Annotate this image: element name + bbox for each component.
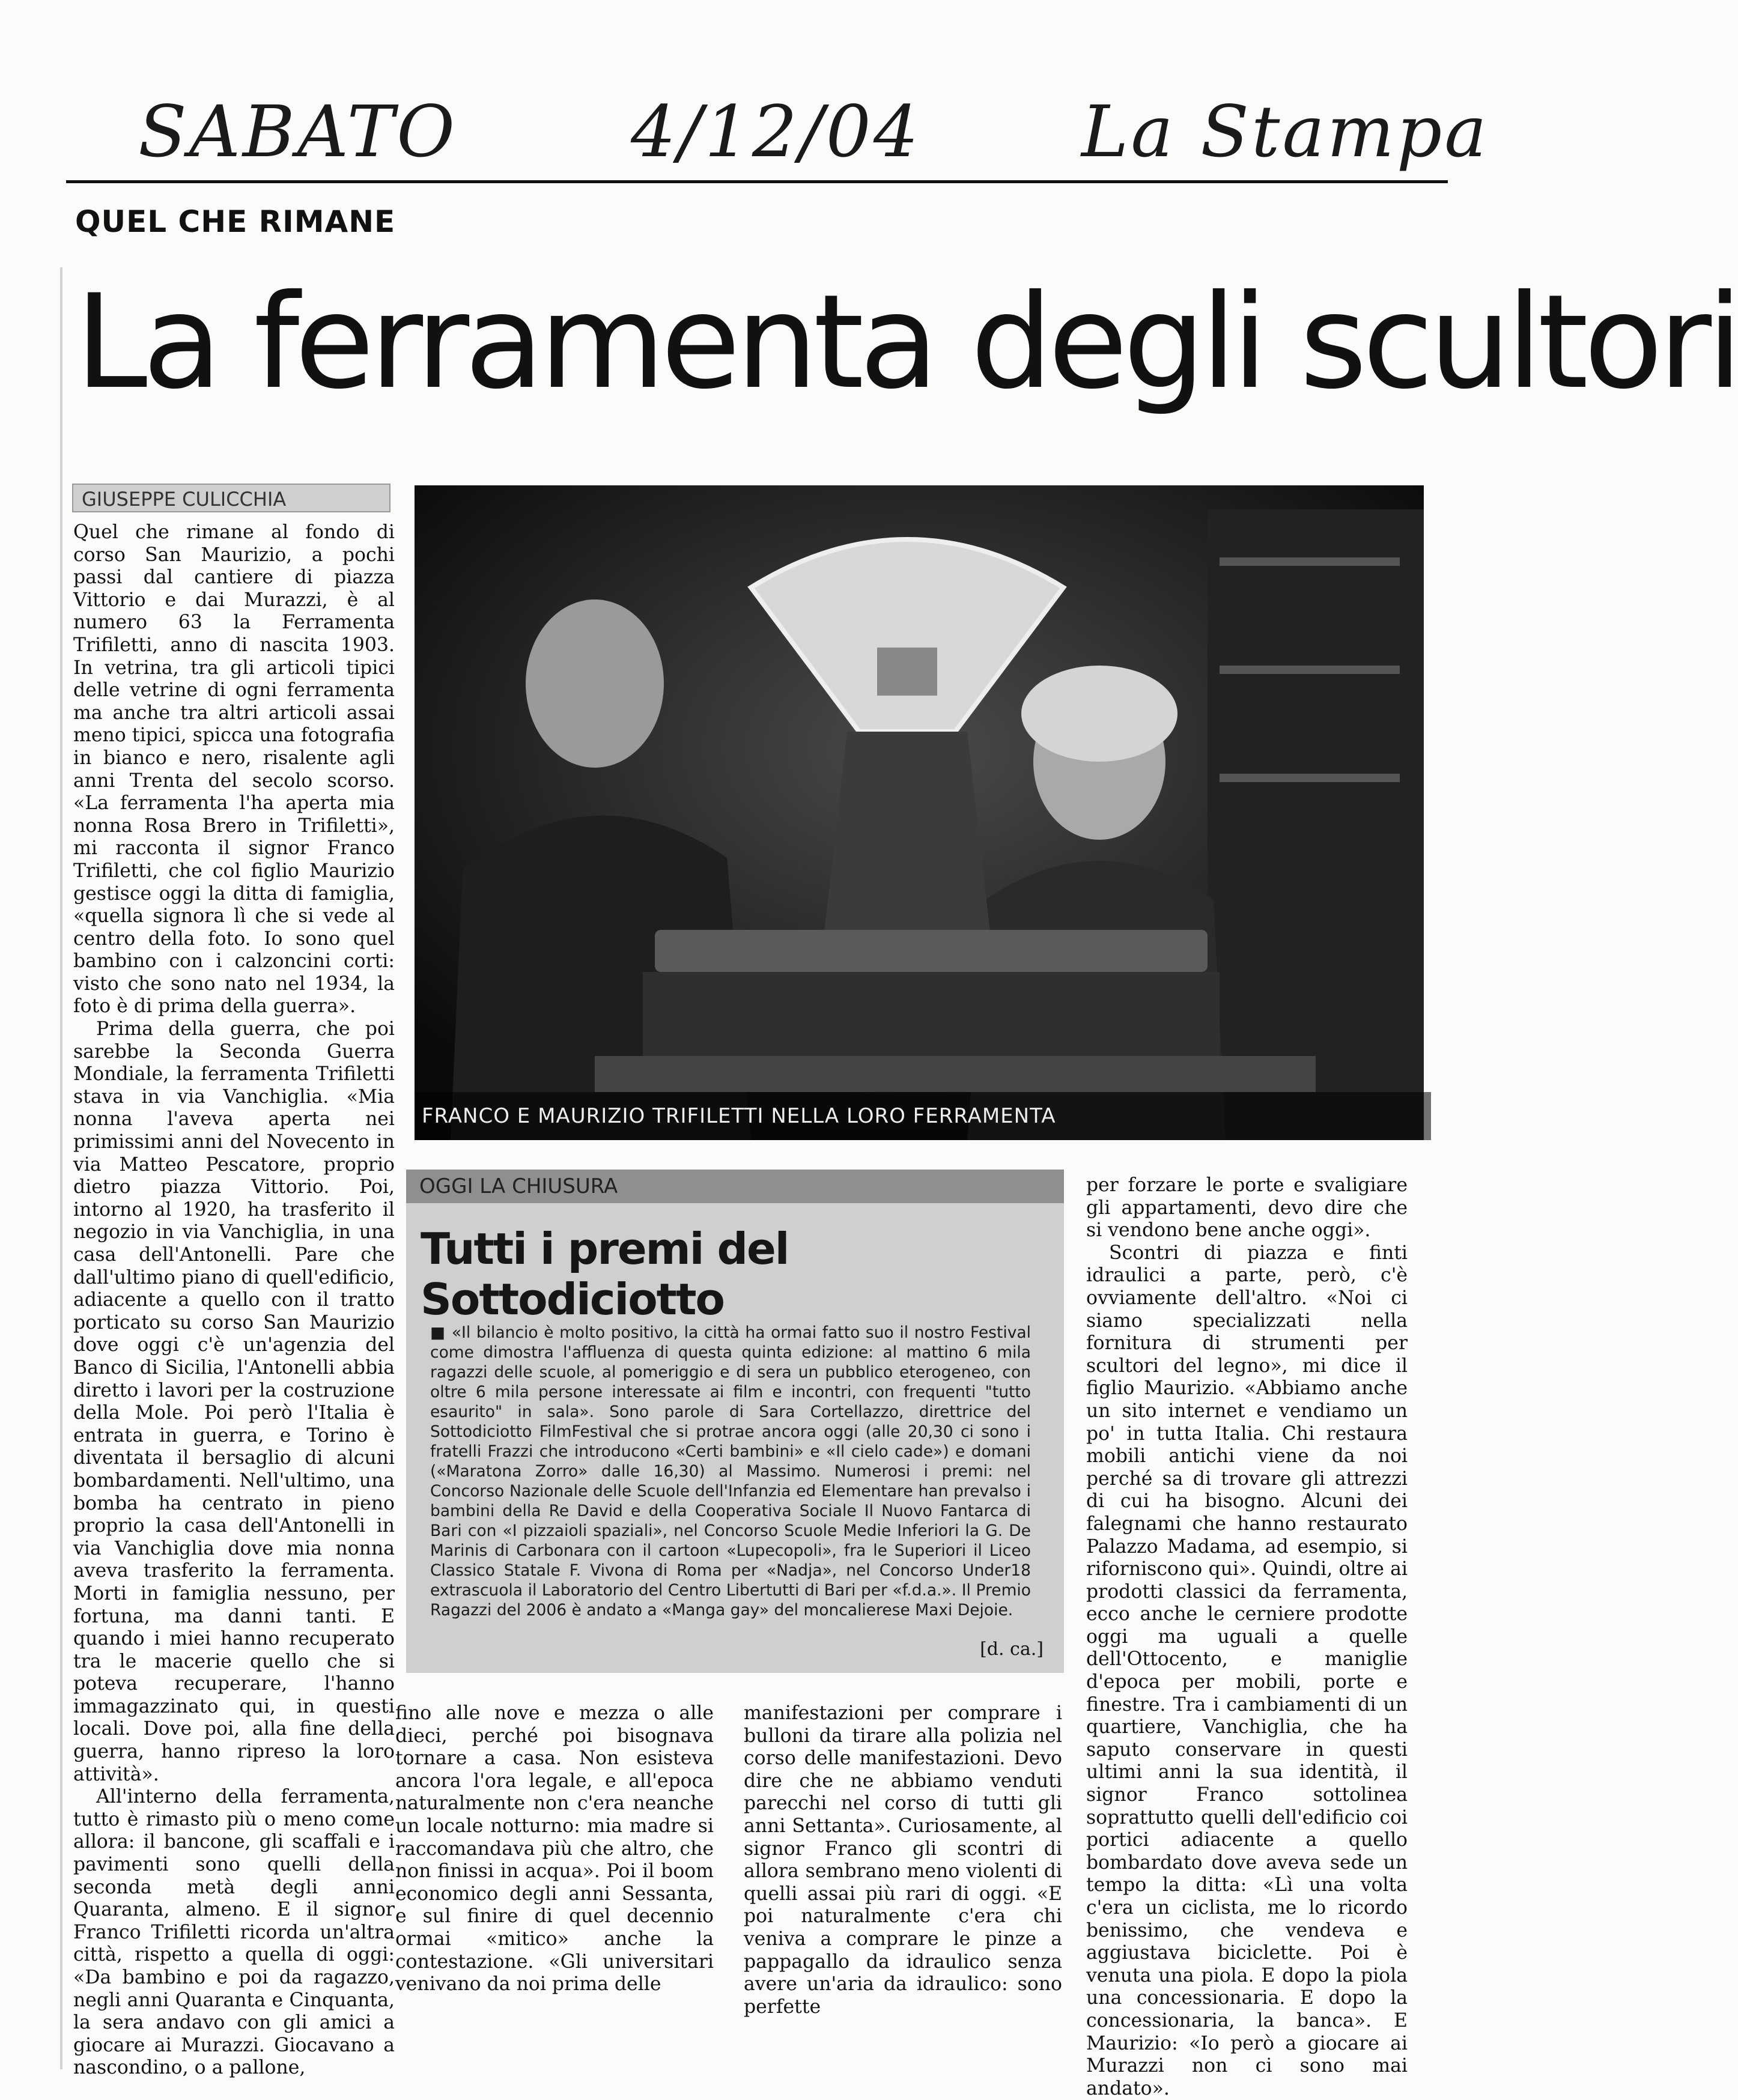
byline: GIUSEPPE CULICCHIA [72, 484, 390, 512]
article-column-3 [744, 1702, 1062, 2018]
photo-caption: FRANCO E MAURIZIO TRIFILETTI NELLA LORO FERRAMENTA [415, 1092, 1431, 1140]
header-rule [66, 180, 1448, 183]
paragraph: Quel che rimane al fondo di corso San Maurizio, a pochi passi dal cantiere di piazza Vittorio e dai Murazzi, è al numero 63 la Ferramenta Trifiletti, anno di nascita 1903. In vetrina, tra gli articoli tipici delle vetrine di ogni ferramenta ma anche tra altri articoli assai meno tipici, spicca una fotografia in bianco e nero, risalente agli anni Trenta del secolo scorso. «La ferramenta l'ha aperta mia nonna Rosa Brero in Trifiletti», mi racconta il signor Franco Trifiletti, che col figlio Maurizio gestisce oggi la ditta di famiglia, «quella signora lì che si vede al centro della foto. Io sono quel bambino con i calzoncini corti: visto che sono nato nel 1934, la foto è di prima della guerra». [73, 521, 395, 1018]
article-column-1 [73, 521, 395, 2080]
paragraph: per forzare le porte e svaligiare gli appartamenti, devo dire che si vendono bene anche oggi». [1086, 1174, 1408, 1242]
article-photo [415, 485, 1424, 1140]
handwritten-paper: La Stampa [1081, 90, 1489, 173]
sidebar-kicker: OGGI LA CHIUSURA [406, 1170, 1064, 1203]
photo-illustration [415, 485, 1424, 1140]
sidebar-text: ■ «Il bilancio è molto positivo, la città ha ormai fatto suo il nostro Festival come dimostra l'affluenza di questa quinta edizione: al mattino 6 mila ragazzi delle scuole, al pomeriggio e di sera un pubblico eterogeneo, con oltre 6 mila persone interessate ai film e incontri, con frequenti "tutto esaurito" in sala». Sono parole di Sara Cortellazzo, direttrice del Sottodiciotto FilmFestival che si protrae ancora oggi (alle 20,30 ci sono i fratelli Frazzi che introducono «Certi bambini» e «Il cielo cade») e domani («Maratona Zorro» dalle 16,30) al Massimo. Numerosi i premi: nel Concorso Nazionale delle Scuole dell'Infanzia ed Elementare han prevalso i bambini della Re David e della Cooperativa Sociale Il Nuovo Fantarca di Bari con «I pizzaioli spaziali», nel Concorso Scuole Medie Inferiori la G. De Marinis di Carbonara con il cartoon «Lupecopoli», fra le Superiori il Liceo Classico Statale F. Vivona di Roma per «Nadja», nel Concorso Under18 extrascuola il Laboratorio del Centro Libertutti di Bari per «f.d.a.». Il Premio Ragazzi del 2006 è andato a «Manga gay» del moncalierese Maxi Dejoie. [430, 1323, 1031, 1619]
article-column-2 [395, 1702, 714, 1996]
sidebar-signature: [d. ca.] [980, 1639, 1044, 1660]
sidebar-box [406, 1170, 1064, 1673]
section-kicker: QUEL CHE RIMANE [75, 204, 396, 239]
headline: La ferramenta degli scultori [75, 267, 1738, 417]
paragraph: manifestazioni per comprare i bulloni da tirare alla polizia nel corso delle manifestazioni. Devo dire che ne abbiamo venduti parecchi nel corso di tutti gli anni Settanta». Curiosamente, al signor Franco gli scontri di allora sembrano meno violenti di quelli assai più rari di oggi. «E poi naturalmente c'era chi veniva a comprare le pinze a pappagallo da idraulico senza avere un'aria da idraulico: sono perfette [744, 1702, 1062, 2018]
handwritten-date: 4/12/04 [631, 90, 921, 173]
paragraph: All'interno della ferramenta, tutto è rimasto più o meno come allora: il bancone, gli scaffali e i pavimenti sono quelli della seconda metà degli anni Quaranta, almeno. E il signor Franco Trifiletti ricorda un'altra città, rispetto a quella di oggi: «Da bambino e poi da ragazzo, negli anni Quaranta e Cinquanta, la sera andavo con gli amici a giocare ai Murazzi. Giocavano a nascondino, o a pallone, [73, 1786, 395, 2079]
paragraph: Scontri di piazza e finti idraulici a parte, però, c'è ovviamente dell'altro. «Noi ci siamo specializzati nella fornitura di strumenti per scultori del legno», mi dice il figlio Maurizio. «Abbiamo anche un sito internet e vendiamo un po' in tutta Italia. Chi restaura mobili antichi viene da noi perché sa di trovare gli attrezzi di cui ha bisogno. Alcuni dei falegnami che hanno restaurato Palazzo Madama, ad esempio, si riforniscono qui». Quindi, oltre ai prodotti classici da ferramenta, ecco anche le cerniere prodotte oggi ma uguali a quelle dell'Ottocento, e maniglie d'epoca per mobili, porte e finestre. Tra i cambiamenti di un quartiere, Vanchiglia, che ha saputo conservare in questi ultimi anni la sua identità, il signor Franco sottolinea soprattutto quelli dell'edificio coi portici adiacente a quello bombardato dove aveva sede un tempo la ditta: «Lì una volta c'era un ciclista, me lo ricordo benissimo, che vendeva e aggiustava biciclette. Poi è venuta una piola. E dopo la piola una concessionaria. E dopo la concessionaria, la banca». E Maurizio: «Io però a giocare ai Murazzi non ci sono mai andato». [1086, 1242, 1408, 2099]
paragraph: fino alle nove e mezza o alle dieci, perché poi bisognava tornare a casa. Non esisteva ancora l'ora legale, e all'epoca naturalmente non c'era neanche un locale notturno: mia madre si raccomandava più che altro, che non finissi in acqua». Poi il boom economico degli anni Sessanta, e sul finire di quel decennio ormai «mitico» anche la contestazione. «Gli universitari venivano da noi prima delle [395, 1702, 714, 1995]
sidebar-title: Tutti i premi del Sottodiciotto [421, 1224, 789, 1325]
paragraph: Prima della guerra, che poi sarebbe la Seconda Guerra Mondiale, la ferramenta Trifiletti stava in via Vanchiglia. «Mia nonna l'aveva aperta nei primissimi anni del Novecento in via Matteo Pescatore, proprio dietro piazza Vittorio. Poi, intorno al 1920, ha trasferito il negozio in via Vanchiglia, in una casa dell'Antonelli. Pare che dall'ultimo piano di quell'edificio, adiacente a quello con il tratto porticato su corso San Maurizio dove oggi c'è un'agenzia del Banco di Sicilia, l'Antonelli abbia diretto i lavori per la costruzione della Mole. Poi però l'Italia è entrata in guerra, e Torino è diventata il bersaglio di alcuni bombardamenti. Nell'ultimo, una bomba ha centrato in pieno proprio la casa dell'Antonelli in via Vanchiglia dove mia nonna aveva trasferito la ferramenta. Morti in famiglia nessuno, per fortuna, ma danni tanti. E quando i miei hanno recuperato tra le macerie quello che si poteva recuperare, l'hanno immagazzinato qui, in questi locali. Dove poi, alla fine della guerra, hanno ripreso la loro attività». [73, 1018, 395, 1785]
left-border [60, 267, 62, 2069]
article-column-4 [1086, 1174, 1408, 2100]
handwritten-day: SABATO [138, 90, 457, 173]
